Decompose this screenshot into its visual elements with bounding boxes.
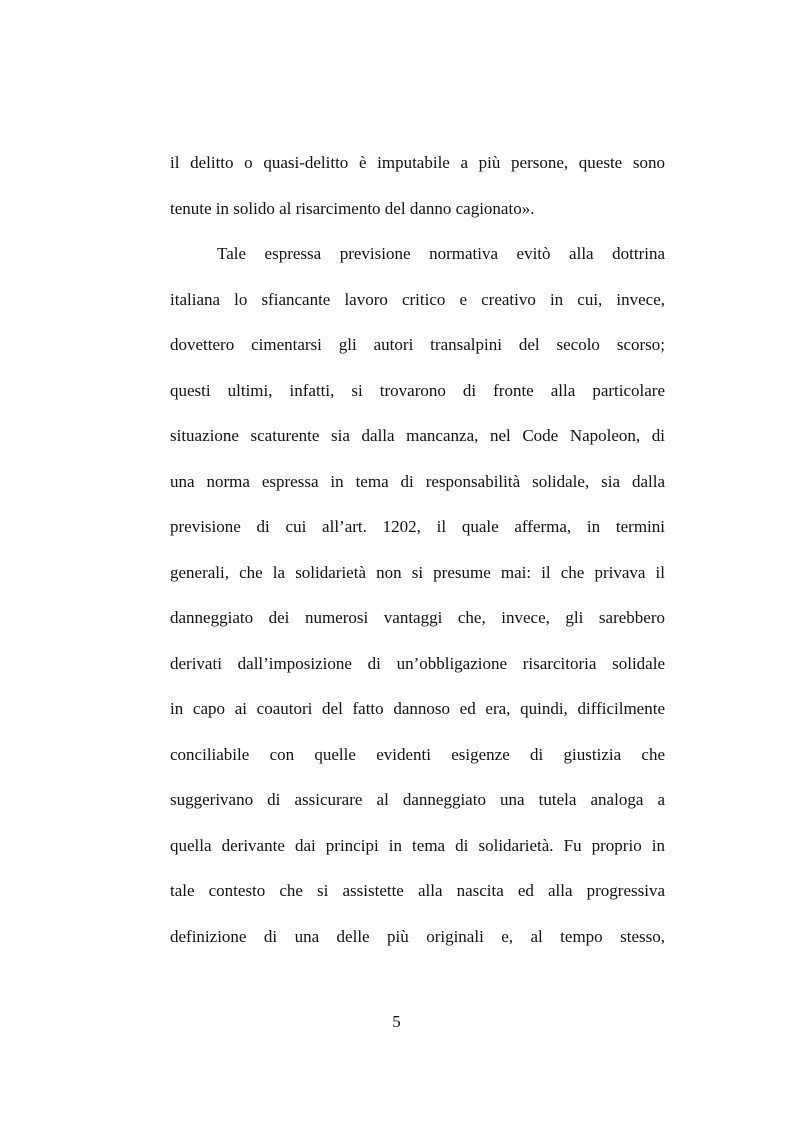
text-line: in capo ai coautori del fatto dannoso ed era, quindi, difficilmente xyxy=(170,699,665,718)
text-line: tenute in solido al risarcimento del danno cagionato». xyxy=(170,198,535,218)
text-line: danneggiato dei numerosi vantaggi che, invece, gli sarebbero xyxy=(170,608,665,627)
text-line: previsione di cui all’art. 1202, il quale afferma, in termini xyxy=(170,517,665,536)
text-line: situazione scaturente sia dalla mancanza, nel Code Napoleon, di xyxy=(170,426,665,445)
text-line: Tale espressa previsione normativa evitò alla dottrina xyxy=(217,244,665,263)
text-line: derivati dall’imposizione di un’obbligazione risarcitoria solidale xyxy=(170,653,665,673)
text-line: una norma espressa in tema di responsabilità solidale, sia dalla xyxy=(170,471,665,491)
page-number: 5 xyxy=(392,1012,401,1031)
text-line: conciliabile con quelle evidenti esigenze di giustizia che xyxy=(170,744,665,764)
text-line: dovettero cimentarsi gli autori transalpini del secolo scorso; xyxy=(170,335,665,354)
text-line: italiana lo sfiancante lavoro critico e creativo in cui, invece, xyxy=(170,289,665,309)
text-line: definizione di una delle più originali e, al tempo stesso, xyxy=(170,926,665,946)
text-line: suggerivano di assicurare al danneggiato una tutela analoga a xyxy=(170,790,665,809)
body-text xyxy=(170,145,665,964)
text-line: quella derivante dai principi in tema di solidarietà. Fu proprio in xyxy=(170,835,665,855)
text-line: generali, che la solidarietà non si presume mai: il che privava il xyxy=(170,562,665,582)
text-line: questi ultimi, infatti, si trovarono di fronte alla particolare xyxy=(170,380,665,400)
text-line: il delitto o quasi-delitto è imputabile a più persone, queste sono xyxy=(170,153,665,172)
text-line: tale contesto che si assistette alla nascita ed alla progressiva xyxy=(170,881,665,900)
